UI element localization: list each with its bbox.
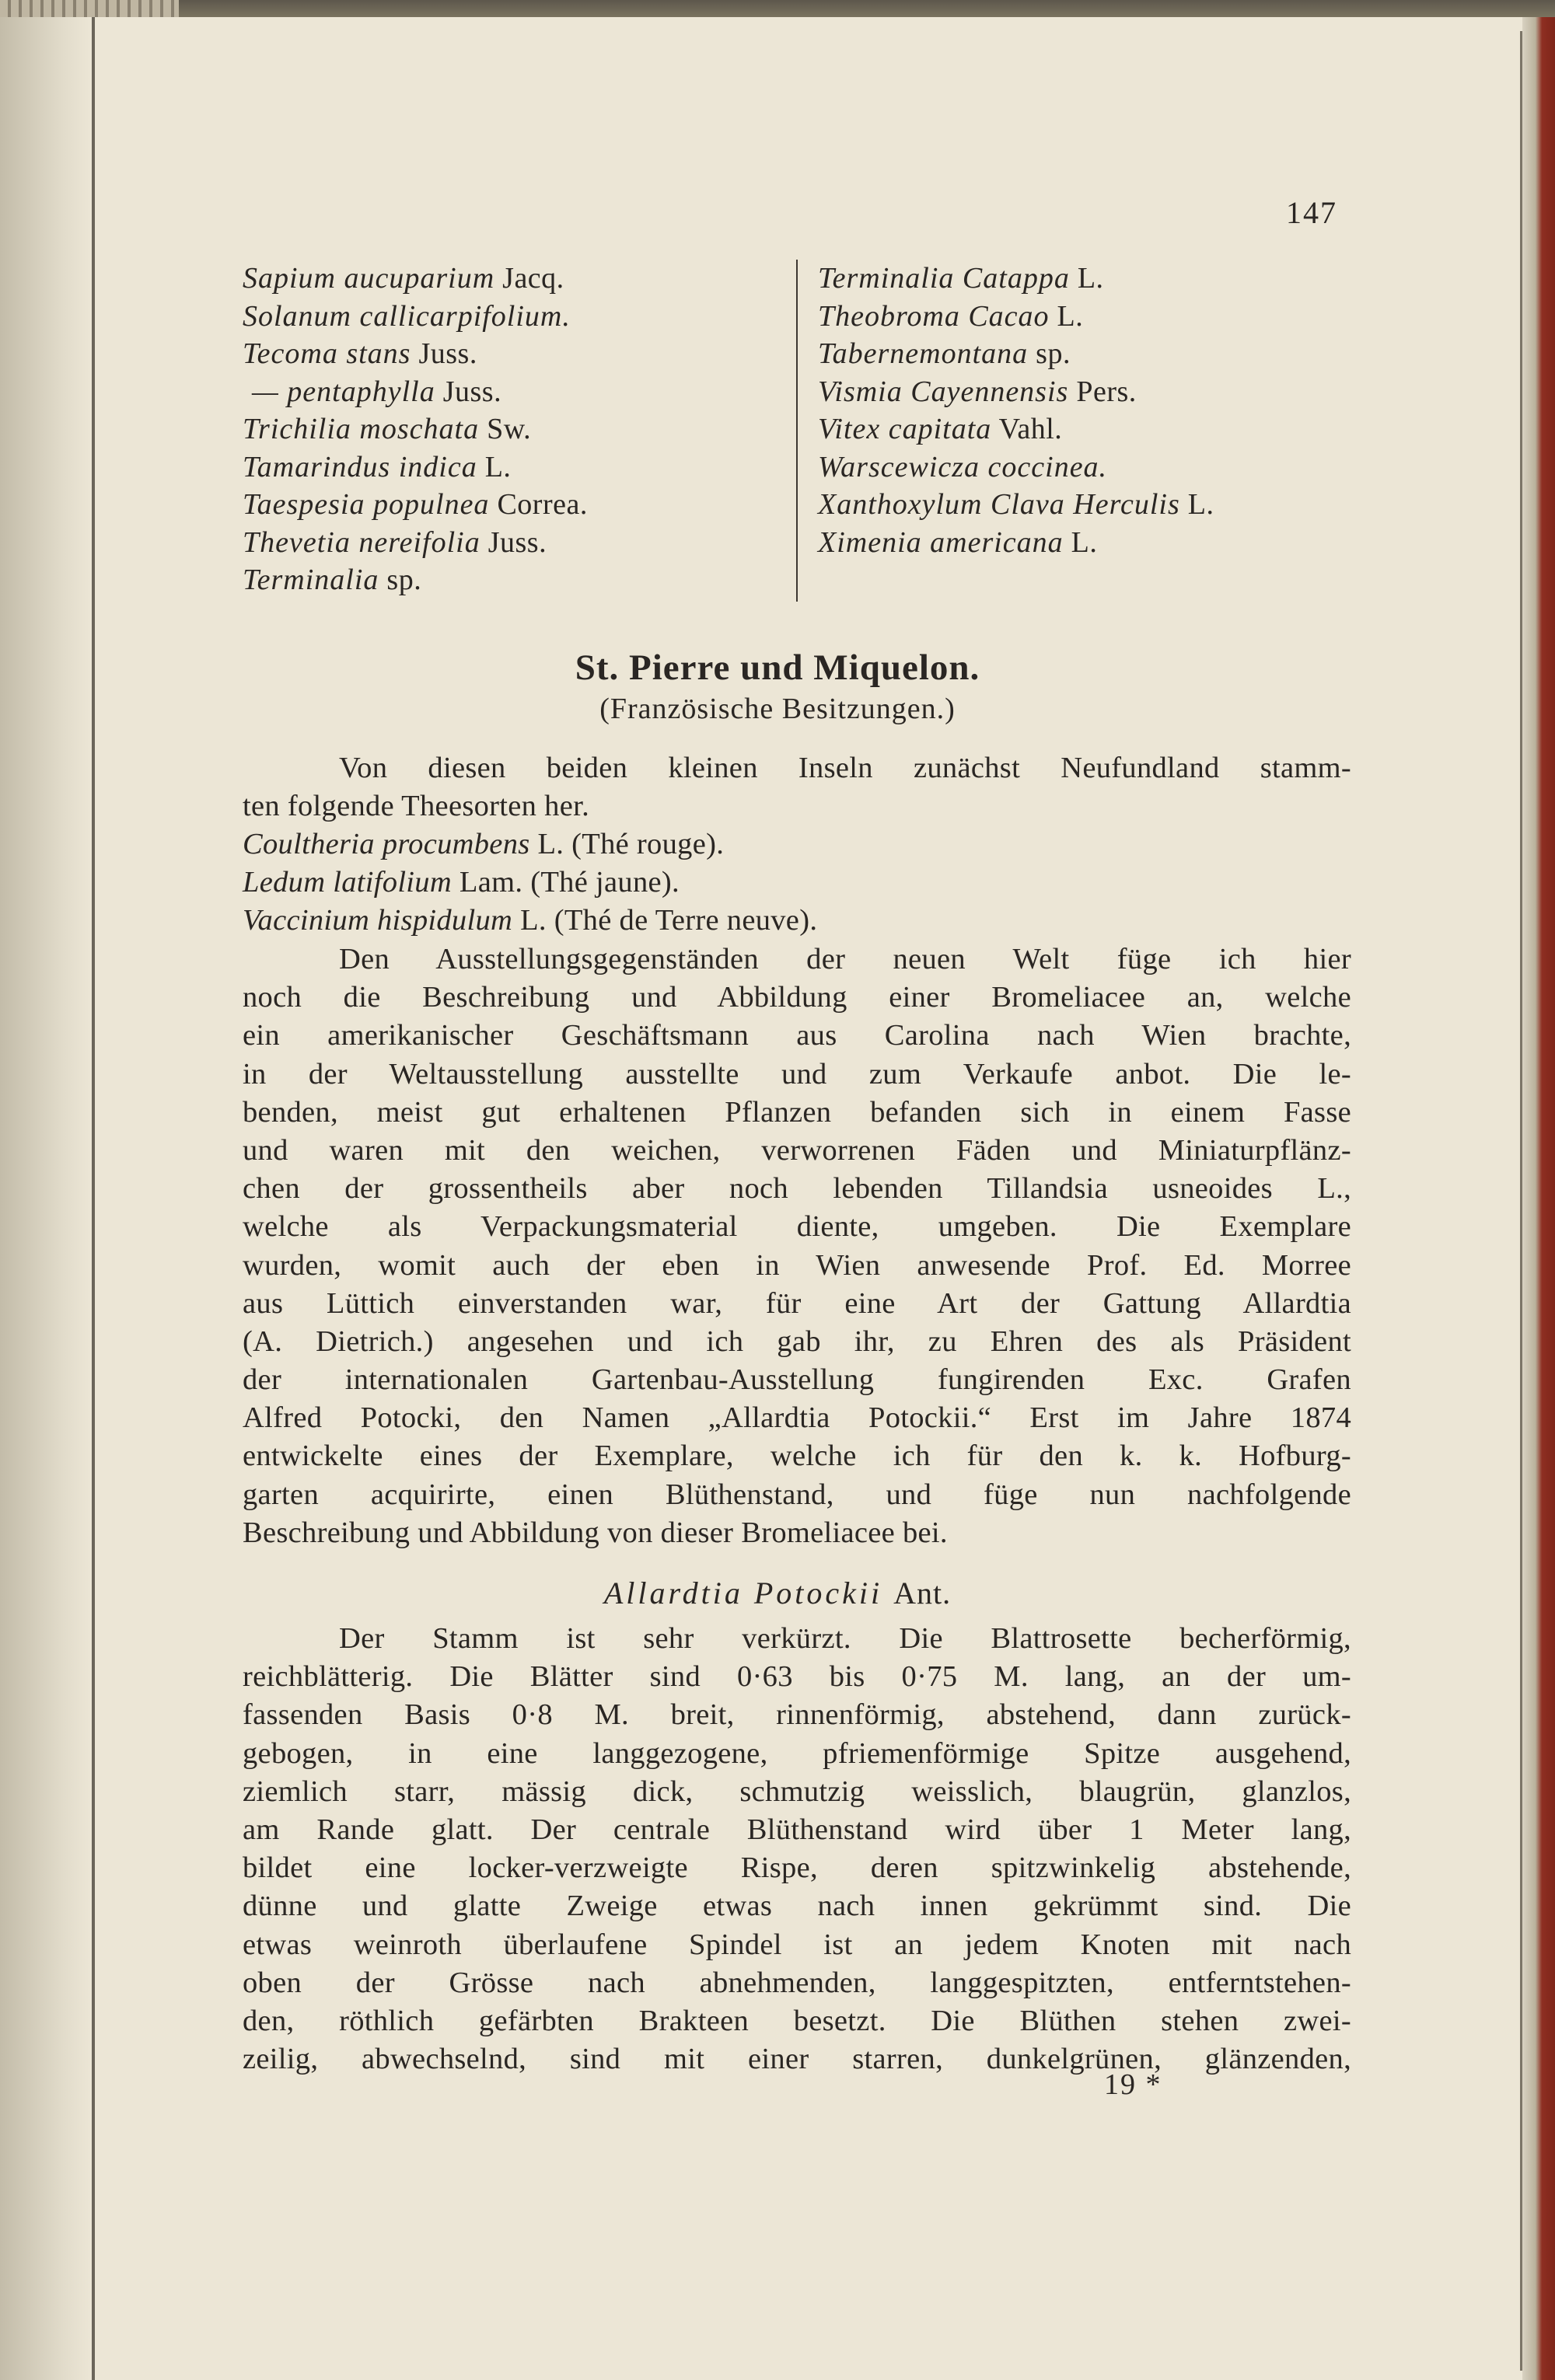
tea-list-item: Vaccinium hispidulum L. (Thé de Terre neuve). xyxy=(243,904,818,937)
species-entry: Tecoma stans Juss. xyxy=(243,337,477,370)
text-line: in der Weltausstellung ausstellte und zum Verkaufe anbot. Die le- xyxy=(243,1057,1351,1091)
tea-list-item: Ledum latifolium Lam. (Thé jaune). xyxy=(243,866,680,899)
intro-paragraph xyxy=(243,749,1351,825)
text-line: Von diesen beiden kleinen Inseln zunächst Neufundland stamm- xyxy=(339,752,1351,784)
text-line: und waren mit den weichen, verworrenen Fäden und Miniaturpflänz- xyxy=(243,1133,1351,1167)
species-entry: Thevetia nereifolia Juss. xyxy=(243,525,547,559)
text-line: Beschreibung und Abbildung von dieser Bromeliacee bei. xyxy=(243,1516,948,1549)
gutter-edge-line xyxy=(92,17,95,2380)
text-line: aus Lüttich einverstanden war, für eine Art der Gattung Allardtia xyxy=(243,1286,1351,1320)
scan-color-strip xyxy=(0,0,179,17)
text-line: noch die Beschreibung und Abbildung einer Bromeliacee an, welche xyxy=(243,981,1351,1014)
text-line: der internationalen Gartenbau-Ausstellung fungirenden Exc. Grafen xyxy=(243,1363,1351,1397)
species-entry: Warscewicza coccinea. xyxy=(818,450,1108,483)
species-column-right xyxy=(818,260,1347,561)
page-number: 147 xyxy=(1286,195,1337,230)
species-entry: Ximenia americana L. xyxy=(818,525,1098,559)
text-line: den, röthlich gefärbten Brakteen besetzt. Die Blüthen stehen zwei- xyxy=(243,2004,1351,2037)
text-line: reichblätterig. Die Blätter sind 0·63 bis 0·75 M. lang, an der um- xyxy=(243,1660,1351,1694)
text-line: ziemlich starr, mässig dick, schmutzig weisslich, blaugrün, glanzlos, xyxy=(243,1775,1351,1808)
species-entry: Terminalia Catappa L. xyxy=(818,262,1104,295)
species-entry: Solanum callicarpifolium. xyxy=(243,299,571,333)
text-line: zeilig, abwechselnd, sind mit einer starren, dunkelgrünen, glänzenden, xyxy=(243,2043,1351,2076)
text-line: am Rande glatt. Der centrale Blüthenstand wird über 1 Meter lang, xyxy=(243,1813,1351,1846)
book-gutter xyxy=(0,17,92,2380)
text-line: etwas weinroth überlaufene Spindel ist an jedem Knoten mit nach xyxy=(243,1928,1351,1961)
text-line: benden, meist gut erhaltenen Pflanzen befanden sich in einem Fasse xyxy=(243,1095,1351,1129)
description-paragraph xyxy=(243,1620,1351,2078)
species-entry: Taespesia populnea Correa. xyxy=(243,488,588,521)
species-title: Allardtia Potockii Ant. xyxy=(603,1576,952,1611)
tea-list xyxy=(243,825,1351,940)
text-line: fassenden Basis 0·8 M. breit, rinnenförmig, abstehend, dann zurück- xyxy=(243,1698,1351,1732)
text-line: welche als Verpackungsmaterial diente, umgeben. Die Exemplare xyxy=(243,1210,1351,1244)
species-entry: — pentaphylla Juss. xyxy=(252,375,502,408)
text-line: Alfred Potocki, den Namen „Allardtia Potockii.“ Erst im Jahre 1874 xyxy=(243,1401,1351,1435)
species-entry: Vismia Cayennensis Pers. xyxy=(818,375,1137,408)
text-line: entwickelte eines der Exemplare, welche ich für den k. k. Hofburg- xyxy=(243,1440,1351,1473)
text-line: ten folgende Theesorten her. xyxy=(243,790,589,823)
species-entry: Tamarindus indica L. xyxy=(243,450,512,483)
text-line: wurden, womit auch der eben in Wien anwesende Prof. Ed. Morree xyxy=(243,1248,1351,1282)
text-line: ein amerikanischer Geschäftsmann aus Carolina nach Wien brachte, xyxy=(243,1019,1351,1052)
bromeliad-paragraph xyxy=(243,940,1351,1552)
species-entry: Terminalia sp. xyxy=(243,564,422,596)
text-line: Den Ausstellungsgegenständen der neuen Welt füge ich hier xyxy=(339,943,1351,975)
text-line: chen der grossentheils aber noch lebenden Tillandsia usneoides L., xyxy=(243,1172,1351,1206)
text-line: gebogen, in eine langgezogene, pfriemenförmige Spitze ausgehend, xyxy=(243,1736,1351,1770)
species-entry: Sapium aucuparium Jacq. xyxy=(243,262,564,295)
section-subheading: (Französische Besitzungen.) xyxy=(599,693,956,725)
scan-top-border xyxy=(0,0,1555,17)
text-line: dünne und glatte Zweige etwas nach innen gekrümmt sind. Die xyxy=(243,1890,1351,1923)
species-entry: Xanthoxylum Clava Herculis L. xyxy=(818,488,1214,521)
tea-list-item: Coultheria procumbens L. (Thé rouge). xyxy=(243,828,725,860)
text-line: garten acquirirte, einen Blüthenstand, und füge nun nachfolgende xyxy=(243,1478,1351,1511)
species-entry: Tabernemontana sp. xyxy=(818,337,1071,370)
species-entry: Trichilia moschata Sw. xyxy=(243,413,532,445)
species-columns xyxy=(243,260,1347,617)
book-page-edge xyxy=(1522,17,1555,2380)
text-line: oben der Grösse nach abnehmenden, langgespitzten, entferntstehen- xyxy=(243,1966,1351,1999)
species-column-left xyxy=(243,260,787,599)
column-divider xyxy=(796,260,798,602)
species-entry: Theobroma Cacao L. xyxy=(818,299,1084,333)
text-line: Der Stamm ist sehr verkürzt. Die Blattrosette becherförmig, xyxy=(339,1622,1351,1655)
signature-mark: 19 * xyxy=(1104,2068,1162,2101)
text-line: bildet eine locker-verzweigte Rispe, deren spitzwinkelig abstehende, xyxy=(243,1851,1351,1885)
section-heading: St. Pierre und Miquelon. xyxy=(575,647,980,688)
species-entry: Vitex capitata Vahl. xyxy=(818,413,1063,445)
text-line: (A. Dietrich.) angesehen und ich gab ihr, zu Ehren des als Präsident xyxy=(243,1324,1351,1358)
